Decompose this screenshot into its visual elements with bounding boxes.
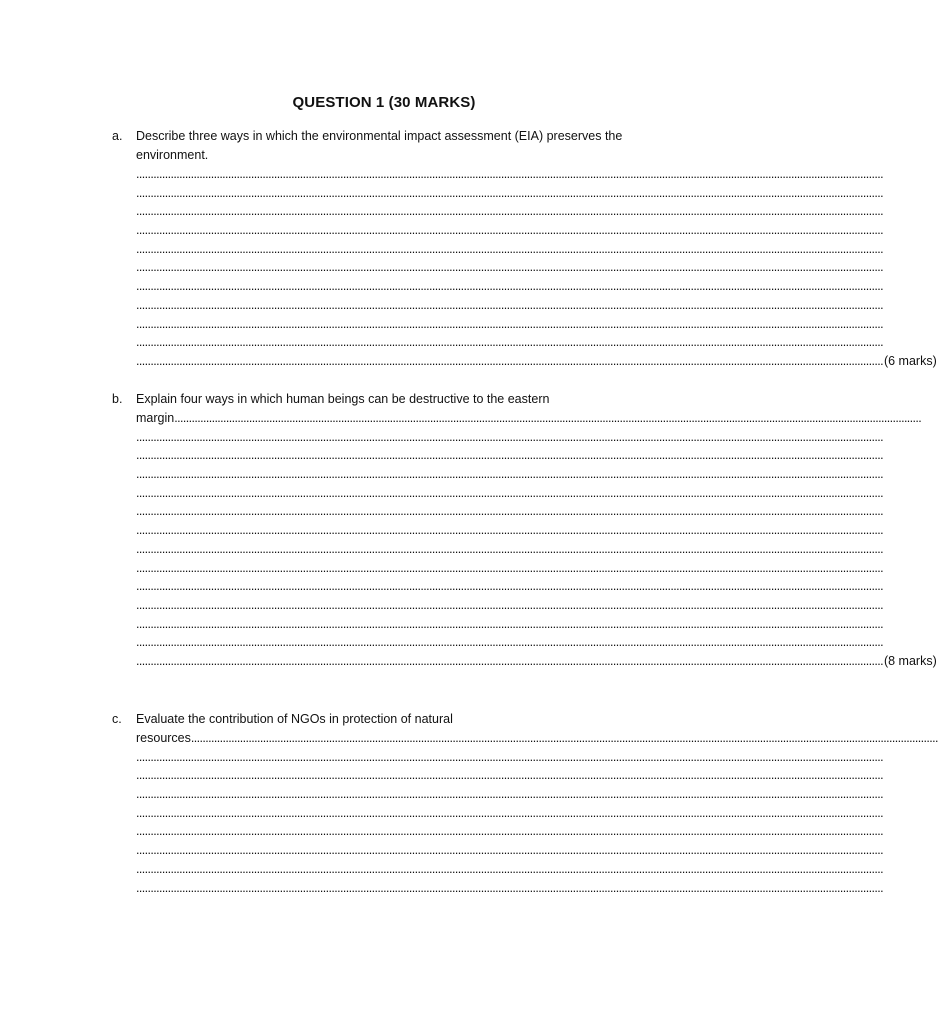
answer-line[interactable]: .................................................................................................................................................................................................................................................................... bbox=[136, 635, 883, 650]
answer-line[interactable]: .................................................................................................................................................................................................................................................................... bbox=[136, 616, 883, 631]
dot-leader: .................................................................................................................................................................................................................................................................... bbox=[190, 731, 938, 745]
answer-line[interactable]: .................................................................................................................................................................................................................................................................... bbox=[136, 504, 883, 519]
answer-line[interactable]: .................................................................................................................................................................................................................................................................... bbox=[136, 880, 883, 895]
answer-line-lead[interactable] bbox=[136, 409, 922, 428]
question-a-header bbox=[112, 127, 678, 165]
answer-line[interactable]: .................................................................................................................................................................................................................................................................... bbox=[136, 749, 883, 764]
answer-line[interactable]: .................................................................................................................................................................................................................................................................... bbox=[136, 805, 883, 820]
answer-line[interactable]: .................................................................................................................................................................................................................................................................... bbox=[136, 260, 883, 275]
answer-line[interactable]: .................................................................................................................................................................................................................................................................... bbox=[136, 541, 883, 556]
question-b bbox=[112, 390, 937, 671]
answer-line[interactable]: .................................................................................................................................................................................................................................................................... bbox=[136, 597, 883, 612]
answer-line-lead[interactable] bbox=[136, 729, 938, 748]
question-text-continuation: margin bbox=[136, 411, 175, 425]
question-a bbox=[112, 127, 937, 371]
answer-line[interactable]: .................................................................................................................................................................................................................................................................... bbox=[136, 843, 883, 858]
question-letter: c. bbox=[112, 712, 122, 726]
answer-line[interactable]: .................................................................................................................................................................................................................................................................... bbox=[136, 241, 883, 256]
answer-line[interactable]: .................................................................................................................................................................................................................................................................... bbox=[136, 167, 883, 181]
question-text: Explain four ways in which human beings can be destructive to the eastern bbox=[136, 392, 550, 406]
dot-leader: .................................................................................................................................................................................................................................................................... bbox=[136, 353, 883, 368]
answer-line[interactable]: .................................................................................................................................................................................................................................................................... bbox=[136, 223, 883, 238]
answer-line[interactable]: .................................................................................................................................................................................................................................................................... bbox=[136, 297, 883, 312]
question-text: Describe three ways in which the environmental impact assessment (EIA) preserves the bbox=[136, 129, 623, 143]
marks-label: (6 marks) bbox=[883, 353, 937, 368]
answer-line[interactable]: .................................................................................................................................................................................................................................................................... bbox=[136, 485, 883, 500]
answer-line[interactable]: .................................................................................................................................................................................................................................................................... bbox=[136, 467, 883, 482]
answer-line[interactable]: .................................................................................................................................................................................................................................................................... bbox=[136, 204, 883, 219]
question-c-header bbox=[112, 710, 678, 729]
answer-lines bbox=[136, 165, 937, 371]
answer-line[interactable]: .................................................................................................................................................................................................................................................................... bbox=[136, 787, 883, 802]
answer-line[interactable]: .................................................................................................................................................................................................................................................................... bbox=[136, 523, 883, 538]
page-title: QUESTION 1 (30 MARKS) bbox=[292, 94, 476, 111]
question-text: Evaluate the contribution of NGOs in protection of natural bbox=[136, 712, 453, 726]
question-letter: a. bbox=[112, 129, 123, 143]
answer-line[interactable]: .................................................................................................................................................................................................................................................................... bbox=[136, 429, 883, 444]
answer-line[interactable]: .................................................................................................................................................................................................................................................................... bbox=[136, 185, 883, 200]
answer-line[interactable]: .................................................................................................................................................................................................................................................................... bbox=[136, 335, 883, 350]
answer-line[interactable]: .................................................................................................................................................................................................................................................................... bbox=[136, 560, 883, 575]
answer-line[interactable]: .................................................................................................................................................................................................................................................................... bbox=[136, 861, 883, 876]
dot-leader: .................................................................................................................................................................................................................................................................... bbox=[136, 653, 883, 668]
dot-leader: .................................................................................................................................................................................................................................................................... bbox=[174, 411, 922, 425]
answer-lines bbox=[136, 729, 938, 897]
answer-line[interactable]: .................................................................................................................................................................................................................................................................... bbox=[136, 316, 883, 331]
answer-lines bbox=[136, 409, 937, 671]
answer-line[interactable]: .................................................................................................................................................................................................................................................................... bbox=[136, 579, 883, 594]
question-c bbox=[112, 710, 938, 897]
question-b-header bbox=[112, 390, 678, 409]
answer-line[interactable]: .................................................................................................................................................................................................................................................................... bbox=[136, 824, 883, 839]
answer-line-final[interactable] bbox=[136, 652, 937, 671]
question-text-continuation: environment. bbox=[136, 148, 209, 162]
question-text-continuation: resources bbox=[136, 731, 191, 745]
answer-line[interactable]: .................................................................................................................................................................................................................................................................... bbox=[136, 768, 883, 783]
answer-line[interactable]: .................................................................................................................................................................................................................................................................... bbox=[136, 279, 883, 294]
answer-line[interactable]: .................................................................................................................................................................................................................................................................... bbox=[136, 448, 883, 463]
marks-label: (8 marks) bbox=[883, 653, 937, 668]
answer-line-final[interactable] bbox=[136, 352, 937, 371]
question-letter: b. bbox=[112, 392, 123, 406]
